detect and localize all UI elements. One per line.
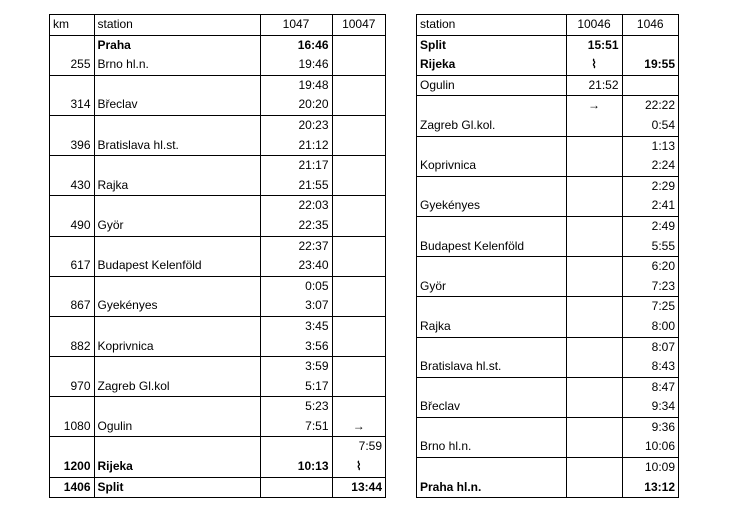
time-10047-cell	[332, 256, 385, 276]
station-cell: Gyekényes	[417, 196, 566, 216]
time-10046-cell: 21:52	[566, 75, 622, 96]
station-cell	[94, 236, 260, 256]
table-row	[50, 397, 385, 417]
km-cell	[50, 397, 94, 417]
time-10046-cell	[566, 216, 622, 236]
table-row	[417, 417, 678, 437]
station-cell	[94, 437, 260, 457]
table-row	[50, 95, 385, 115]
km-cell: 396	[50, 136, 94, 156]
table-row	[50, 377, 385, 397]
time-1047-cell: 7:51	[260, 417, 332, 437]
km-cell	[50, 35, 94, 55]
time-10046-cell	[566, 196, 622, 216]
time-1047-cell: 22:35	[260, 216, 332, 236]
time-10047-cell	[332, 216, 385, 236]
time-10046-cell: ⌇	[566, 55, 622, 75]
km-cell: 255	[50, 55, 94, 75]
table-row	[50, 316, 385, 336]
table-row	[50, 55, 385, 75]
station-cell: Bratislava hl.st.	[417, 357, 566, 377]
time-1046-cell: 2:24	[622, 156, 678, 176]
time-10047-cell	[332, 397, 385, 417]
time-1047-cell: 21:17	[260, 156, 332, 176]
km-cell	[50, 437, 94, 457]
station-cell: Praha hl.n.	[417, 478, 566, 498]
km-cell: 1406	[50, 477, 94, 497]
time-1047-cell: 20:23	[260, 115, 332, 135]
time-1046-cell: 8:00	[622, 317, 678, 337]
time-10046-cell	[566, 156, 622, 176]
time-10047-cell	[332, 136, 385, 156]
station-cell	[417, 216, 566, 236]
station-cell: Gyekényes	[94, 296, 260, 316]
time-1047-cell: 0:05	[260, 276, 332, 296]
train-10046-header: 10046	[566, 15, 622, 35]
station-cell	[417, 257, 566, 277]
time-10047-cell	[332, 75, 385, 95]
time-10047-cell	[332, 377, 385, 397]
table-row	[417, 337, 678, 357]
time-10047-cell: ⌇	[332, 457, 385, 477]
time-1047-cell: 21:12	[260, 136, 332, 156]
table-row	[417, 176, 678, 196]
table-row	[50, 216, 385, 236]
table-row	[50, 156, 385, 176]
time-10046-cell	[566, 377, 622, 397]
time-10046-cell	[566, 317, 622, 337]
station-cell	[417, 337, 566, 357]
time-1046-cell: 5:55	[622, 237, 678, 257]
station-cell: Koprivnica	[94, 337, 260, 357]
time-1046-cell: 13:12	[644, 479, 675, 494]
time-10046-cell	[566, 136, 622, 156]
table-row	[417, 377, 678, 397]
time-1047-cell: 21:55	[260, 176, 332, 196]
table-row	[50, 417, 385, 437]
time-1046-cell: 9:34	[622, 397, 678, 417]
train-1046-header: 1046	[622, 15, 678, 35]
time-10046-cell	[566, 176, 622, 196]
time-10047-cell	[332, 296, 385, 316]
station-cell	[94, 276, 260, 296]
time-10047-cell	[332, 35, 385, 55]
station-cell	[417, 176, 566, 196]
time-10046-cell	[566, 417, 622, 437]
table-row	[417, 277, 678, 297]
km-cell: 617	[50, 256, 94, 276]
time-1046-cell	[622, 35, 678, 55]
time-1046-cell: 10:06	[622, 437, 678, 457]
time-10046-cell	[566, 437, 622, 457]
time-10047-cell	[332, 276, 385, 296]
time-1046-cell: 8:43	[622, 357, 678, 377]
time-1046-cell: 22:22	[644, 98, 675, 113]
station-cell	[417, 136, 566, 156]
time-1047-cell: 19:48	[260, 75, 332, 95]
station-cell: Györ	[417, 277, 566, 297]
time-10046-cell	[566, 458, 622, 478]
km-cell	[50, 236, 94, 256]
station-cell	[417, 96, 566, 116]
station-cell	[94, 75, 260, 95]
time-10046-cell	[566, 277, 622, 297]
table-row	[50, 357, 385, 377]
station-cell: Györ	[94, 216, 260, 236]
time-10046-cell: 15:51	[566, 35, 622, 55]
table-row	[417, 237, 678, 257]
time-1046-cell: 8:07	[651, 339, 675, 354]
station-cell: Zagreb Gl.kol	[94, 377, 260, 397]
table-row	[50, 35, 385, 55]
station-cell: Rijeka	[94, 457, 260, 477]
table-row	[417, 96, 678, 116]
time-1047-cell: 19:46	[260, 55, 332, 75]
km-cell	[50, 156, 94, 176]
station-cell	[94, 156, 260, 176]
km-cell	[50, 196, 94, 216]
time-10046-cell	[566, 357, 622, 377]
station-cell: Brno hl.n.	[417, 437, 566, 457]
table-row	[417, 35, 678, 55]
table-row	[417, 397, 678, 417]
time-1047-cell: 22:37	[260, 236, 332, 256]
header-row	[417, 15, 678, 35]
table-row	[50, 457, 385, 477]
time-1046-cell: 7:25	[651, 299, 675, 314]
time-10047-cell	[332, 176, 385, 196]
time-1047-cell: 20:20	[260, 95, 332, 115]
time-10047-cell	[332, 357, 385, 377]
time-1046-cell: 1:13	[651, 138, 675, 153]
km-cell: 1080	[50, 417, 94, 437]
station-cell	[417, 377, 566, 397]
table-row	[50, 477, 385, 497]
km-cell	[50, 276, 94, 296]
station-cell: Zagreb Gl.kol.	[417, 116, 566, 136]
time-1047-cell: 10:13	[260, 457, 332, 477]
time-1047-cell: 23:40	[260, 256, 332, 276]
station-header: station	[417, 15, 566, 35]
time-10047-cell	[332, 316, 385, 336]
time-1046-cell: 8:47	[651, 379, 675, 394]
km-cell: 430	[50, 176, 94, 196]
table-row	[417, 75, 678, 96]
station-cell	[94, 397, 260, 417]
time-10047-cell	[332, 196, 385, 216]
table-row	[417, 55, 678, 75]
time-1047-cell: 3:59	[260, 357, 332, 377]
time-1046-cell: 2:41	[622, 196, 678, 216]
table-row	[417, 317, 678, 337]
table-row	[417, 478, 678, 498]
km-cell: 867	[50, 296, 94, 316]
station-cell: Praha	[94, 35, 260, 55]
table-row	[50, 276, 385, 296]
right-table-body	[417, 15, 678, 497]
table-row	[417, 458, 678, 478]
table-row	[50, 115, 385, 135]
station-cell: Rajka	[417, 317, 566, 337]
time-10047-cell: 7:59	[358, 439, 382, 454]
time-10046-cell	[566, 116, 622, 136]
table-row	[50, 136, 385, 156]
time-10047-cell: →	[332, 417, 385, 437]
station-cell: Bratislava hl.st.	[94, 136, 260, 156]
station-cell: Brno hl.n.	[94, 55, 260, 75]
time-1046-cell: 2:29	[651, 178, 675, 193]
timetable-northbound-southbound	[50, 15, 385, 497]
station-cell	[94, 196, 260, 216]
time-10047-cell	[332, 95, 385, 115]
train-1047-header: 1047	[260, 15, 332, 35]
km-cell: 490	[50, 216, 94, 236]
km-cell: 970	[50, 377, 94, 397]
table-row	[417, 357, 678, 377]
time-1046-cell: 0:54	[622, 116, 678, 136]
timetable-return	[417, 15, 678, 497]
table-row	[417, 196, 678, 216]
table-row	[50, 437, 385, 457]
km-cell	[50, 75, 94, 95]
table-row	[50, 176, 385, 196]
station-cell: Břeclav	[417, 397, 566, 417]
time-10046-cell	[566, 478, 622, 498]
train-10047-header: 10047	[332, 15, 385, 35]
km-header: km	[50, 15, 94, 35]
time-1047-cell: 3:07	[260, 296, 332, 316]
station-cell	[94, 357, 260, 377]
time-1047-cell: 3:45	[260, 316, 332, 336]
table-row	[417, 257, 678, 277]
table-row	[417, 116, 678, 136]
table-row	[50, 256, 385, 276]
time-10047-cell	[332, 337, 385, 357]
table-row	[50, 196, 385, 216]
time-1047-cell: 5:23	[260, 397, 332, 417]
station-cell: Budapest Kelenföld	[94, 256, 260, 276]
time-1047-cell: 5:17	[260, 377, 332, 397]
station-cell	[94, 115, 260, 135]
time-10047-cell: 13:44	[351, 479, 382, 494]
table-row	[417, 297, 678, 317]
table-row	[50, 337, 385, 357]
time-1047-cell: 16:46	[260, 35, 332, 55]
station-cell: Ogulin	[417, 75, 566, 96]
time-1046-cell: 6:20	[651, 259, 675, 274]
header-row	[50, 15, 385, 35]
left-table-body	[50, 15, 385, 497]
time-1047-cell: 3:56	[260, 337, 332, 357]
km-cell: 1200	[50, 457, 94, 477]
time-1047-cell: 22:03	[260, 196, 332, 216]
time-1046-cell: 10:09	[644, 460, 675, 475]
km-cell	[50, 115, 94, 135]
time-1047-cell	[260, 477, 332, 497]
km-cell	[50, 357, 94, 377]
station-cell	[417, 297, 566, 317]
station-cell: Split	[417, 35, 566, 55]
station-cell	[417, 417, 566, 437]
km-cell: 882	[50, 337, 94, 357]
time-10046-cell	[566, 297, 622, 317]
time-10046-cell: →	[566, 96, 622, 116]
time-10046-cell	[566, 397, 622, 417]
station-cell: Budapest Kelenföld	[417, 237, 566, 257]
station-cell: Koprivnica	[417, 156, 566, 176]
station-cell: Split	[94, 477, 260, 497]
time-10047-cell	[332, 115, 385, 135]
table-row	[50, 296, 385, 316]
time-1046-cell: 9:36	[651, 419, 675, 434]
station-cell	[417, 458, 566, 478]
time-1046-cell: 7:23	[622, 277, 678, 297]
time-10046-cell	[566, 237, 622, 257]
table-row	[417, 216, 678, 236]
km-cell: 314	[50, 95, 94, 115]
station-cell	[94, 316, 260, 336]
station-cell: Rajka	[94, 176, 260, 196]
station-header: station	[94, 15, 260, 35]
time-10047-cell	[332, 55, 385, 75]
table-row	[50, 75, 385, 95]
station-cell: Rijeka	[417, 55, 566, 75]
time-1046-cell: 2:49	[651, 218, 675, 233]
table-row	[417, 156, 678, 176]
km-cell	[50, 316, 94, 336]
time-1047-cell	[260, 437, 332, 457]
table-row	[417, 437, 678, 457]
time-1046-cell	[622, 75, 678, 96]
table-row	[417, 136, 678, 156]
time-10047-cell	[332, 156, 385, 176]
time-10047-cell	[332, 236, 385, 256]
time-10046-cell	[566, 337, 622, 357]
station-cell: Ogulin	[94, 417, 260, 437]
time-1046-cell: 19:55	[622, 55, 678, 75]
table-row	[50, 236, 385, 256]
station-cell: Břeclav	[94, 95, 260, 115]
time-10046-cell	[566, 257, 622, 277]
